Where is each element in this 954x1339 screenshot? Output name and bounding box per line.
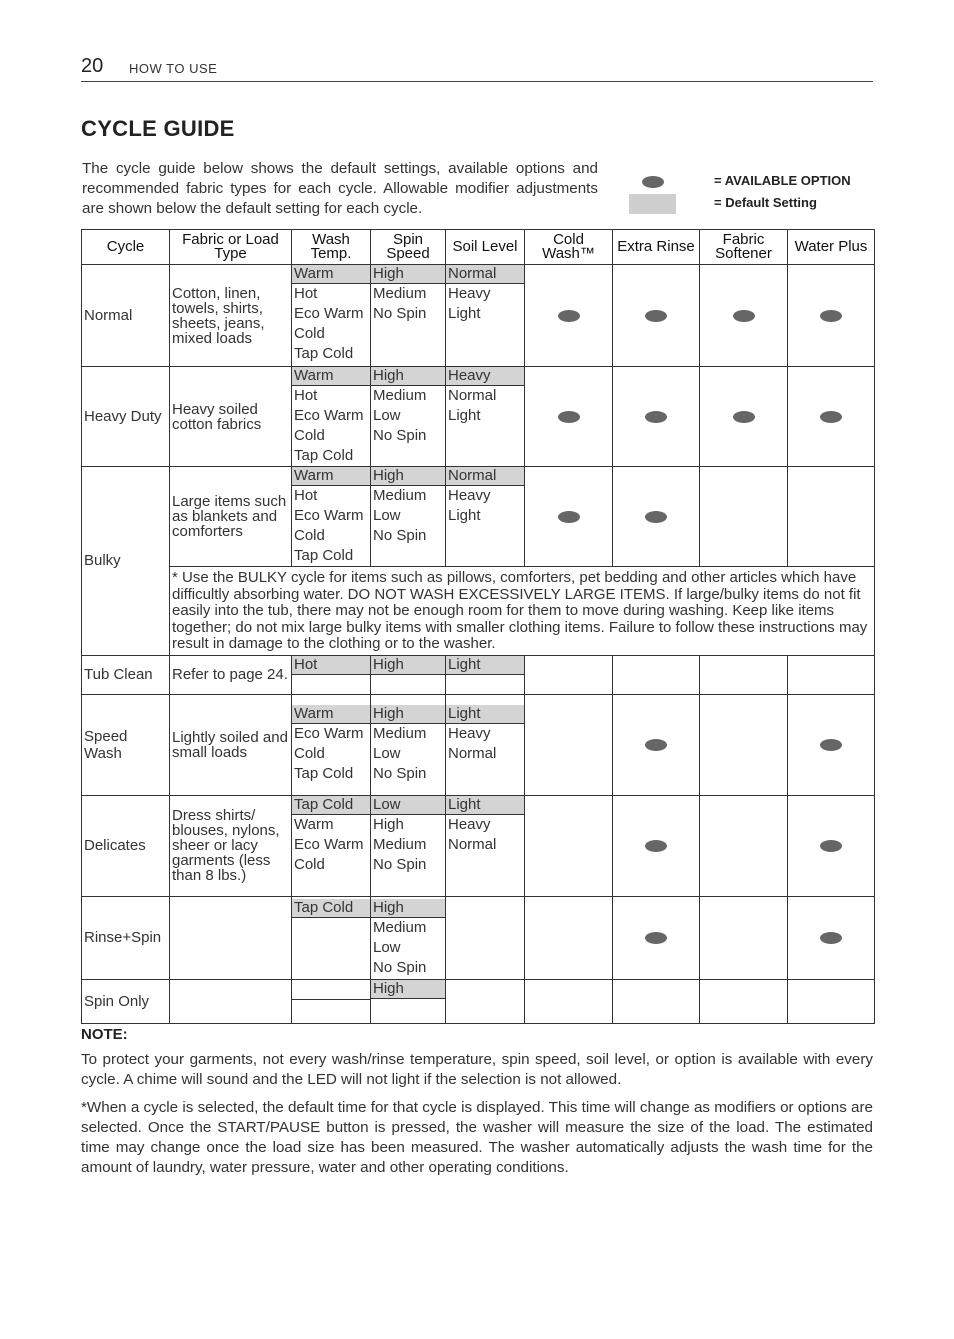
- spin-speed-default: High: [371, 899, 445, 918]
- water-plus-cell: [788, 694, 875, 795]
- header-cycle: Cycle: [82, 230, 170, 265]
- fabric-softener-cell: [700, 694, 788, 795]
- available-option-icon: [645, 310, 667, 322]
- available-option-icon: [733, 310, 755, 322]
- wash-temp-option: Cold: [294, 744, 325, 762]
- fabric-type: Lightly soiled and small loads: [170, 694, 292, 795]
- table-row: [82, 694, 875, 795]
- spin-speed-option: No Spin: [373, 958, 427, 976]
- soil-level-cell: [446, 694, 525, 795]
- spin-speed-cell: [371, 795, 446, 896]
- wash-temp-option: Cold: [294, 325, 325, 342]
- spin-speed-cell: [371, 265, 446, 367]
- fabric-softener-cell: [700, 979, 788, 1023]
- legend: [628, 170, 878, 220]
- fabric-type: Cotton, linen, towels, shirts, sheets, jeans, mixed loads: [170, 265, 292, 367]
- available-option-icon: [642, 176, 664, 188]
- extra-rinse-cell: [613, 795, 700, 896]
- spin-speed-option: No Spin: [373, 855, 427, 873]
- spin-speed-option: No Spin: [373, 305, 427, 322]
- wash-temp-option: Tap Cold: [294, 547, 354, 564]
- note-paragraph-2: *When a cycle is selected, the default time for that cycle is displayed. This time will change as modifiers or options are selected. Once the START/PAUSE button is pressed, the washer will measure the size of the load. The estimated time may change once the load size has been measured. The washer automatically adjusts the wash time for the amount of laundry, water pressure, water and other operating conditions.: [81, 1099, 873, 1176]
- spin-speed-default: High: [371, 467, 445, 486]
- cycle-name: Speed Wash: [82, 694, 170, 795]
- table-note-row: [82, 567, 875, 656]
- wash-temp-cell: [292, 979, 371, 1023]
- soil-level-cell: [446, 655, 525, 694]
- spin-speed-cell: [371, 367, 446, 467]
- soil-level-default: Light: [446, 705, 524, 724]
- water-plus-cell: [788, 367, 875, 467]
- fabric-type: [170, 896, 292, 979]
- wash-temp-cell: [292, 467, 371, 567]
- header-fabric-softener: Fabric Softener: [700, 230, 788, 265]
- spin-speed-cell: [371, 694, 446, 795]
- cold-wash-cell: [525, 265, 613, 367]
- available-option-icon: [820, 310, 842, 322]
- empty-default: [292, 980, 370, 1000]
- empty-option: [446, 675, 524, 694]
- soil-level-option: Heavy: [448, 724, 491, 742]
- wash-temp-option: Cold: [294, 855, 325, 873]
- spin-speed-default: High: [371, 980, 445, 999]
- available-option-icon: [558, 411, 580, 423]
- wash-temp-option: Hot: [294, 387, 318, 404]
- available-option-icon: [820, 739, 842, 751]
- header-wash-temp: Wash Temp.: [292, 230, 371, 265]
- spin-speed-cell: [371, 655, 446, 694]
- cycle-name: Rinse+Spin: [82, 896, 170, 979]
- wash-temp-option: Eco Warm: [294, 724, 364, 742]
- cycle-name: Spin Only: [82, 979, 170, 1023]
- wash-temp-option: Warm: [294, 815, 334, 833]
- spin-speed-option: Low: [373, 507, 401, 524]
- spin-speed-cell: [371, 979, 446, 1023]
- wash-temp-option: Eco Warm: [294, 407, 364, 424]
- extra-rinse-cell: [613, 979, 700, 1023]
- wash-temp-option: Hot: [294, 487, 318, 504]
- wash-temp-cell: [292, 694, 371, 795]
- soil-level-option: Normal: [448, 744, 497, 762]
- fabric-softener-cell: [700, 795, 788, 896]
- soil-level-default: Heavy: [446, 367, 524, 386]
- available-option-icon: [820, 932, 842, 944]
- extra-rinse-cell: [613, 694, 700, 795]
- cold-wash-cell: [525, 367, 613, 467]
- soil-level-cell: [446, 265, 525, 367]
- soil-level-cell: [446, 979, 525, 1023]
- extra-rinse-cell: [613, 467, 700, 567]
- wash-temp-default: Tap Cold: [292, 899, 370, 918]
- wash-temp-default: Warm: [292, 705, 370, 724]
- wash-temp-default: Warm: [292, 367, 370, 386]
- spin-speed-option: No Spin: [373, 764, 427, 782]
- soil-level-cell: [446, 795, 525, 896]
- extra-rinse-cell: [613, 265, 700, 367]
- available-option-icon: [733, 411, 755, 423]
- wash-temp-default: Warm: [292, 265, 370, 284]
- wash-temp-cell: [292, 655, 371, 694]
- default-setting-swatch: [629, 194, 676, 214]
- extra-rinse-cell: [613, 367, 700, 467]
- spin-speed-default: High: [371, 265, 445, 284]
- fabric-type: Dress shirts/ blouses, nylons, sheer or lacy garments (less than 8 lbs.): [170, 795, 292, 896]
- soil-level-option: Heavy: [448, 815, 491, 833]
- soil-level-default: Light: [446, 796, 524, 815]
- empty-option: [292, 918, 370, 937]
- available-option-icon: [645, 840, 667, 852]
- cold-wash-cell: [525, 979, 613, 1023]
- header-fabric: Fabric or Load Type: [170, 230, 292, 265]
- empty-option: [292, 675, 370, 694]
- wash-temp-cell: [292, 896, 371, 979]
- available-option-icon: [820, 411, 842, 423]
- spin-speed-option: No Spin: [373, 427, 427, 444]
- wash-temp-option: Eco Warm: [294, 305, 364, 322]
- soil-level-cell: [446, 367, 525, 467]
- soil-level-cell: [446, 896, 525, 979]
- table-row: [82, 467, 875, 567]
- fabric-softener-cell: [700, 896, 788, 979]
- note-title: NOTE:: [81, 1026, 128, 1043]
- wash-temp-option: Hot: [294, 285, 318, 302]
- cold-wash-cell: [525, 896, 613, 979]
- table-row: [82, 896, 875, 979]
- wash-temp-option: Cold: [294, 527, 325, 544]
- spin-speed-default: High: [371, 705, 445, 724]
- fabric-softener-cell: [700, 367, 788, 467]
- spin-speed-option: Low: [373, 744, 401, 762]
- cycle-guide-table: [81, 229, 875, 1024]
- spacer: [292, 695, 370, 705]
- fabric-type: Heavy soiled cotton fabrics: [170, 367, 292, 467]
- wash-temp-cell: [292, 367, 371, 467]
- header-soil-level: Soil Level: [446, 230, 525, 265]
- wash-temp-cell: [292, 265, 371, 367]
- wash-temp-option: Cold: [294, 427, 325, 444]
- legend-default-row: [628, 192, 878, 212]
- spin-speed-option: Medium: [373, 487, 427, 504]
- available-option-icon: [820, 840, 842, 852]
- spin-speed-default: High: [371, 656, 445, 675]
- soil-level-option: Light: [448, 407, 481, 424]
- header-cold-wash: Cold Wash™: [525, 230, 613, 265]
- section-label: HOW TO USE: [129, 61, 218, 76]
- wash-temp-option: Eco Warm: [294, 507, 364, 524]
- cold-wash-cell: [525, 795, 613, 896]
- spin-speed-option: Low: [373, 938, 401, 956]
- empty-option: [371, 675, 445, 694]
- cold-wash-cell: [525, 467, 613, 567]
- soil-level-option: Heavy: [448, 487, 491, 504]
- table-row: [82, 655, 875, 694]
- cycle-name: Bulky: [82, 467, 170, 656]
- spin-speed-option: High: [373, 815, 404, 833]
- available-option-icon: [645, 739, 667, 751]
- soil-level-option: Light: [448, 507, 481, 524]
- soil-level-option: Normal: [448, 387, 497, 404]
- water-plus-cell: [788, 795, 875, 896]
- extra-rinse-cell: [613, 655, 700, 694]
- available-option-icon: [558, 511, 580, 523]
- wash-temp-option: Eco Warm: [294, 835, 364, 853]
- spin-speed-option: Medium: [373, 918, 427, 936]
- water-plus-cell: [788, 896, 875, 979]
- spin-speed-option: Medium: [373, 835, 427, 853]
- spacer: [371, 695, 445, 705]
- fabric-softener-cell: [700, 655, 788, 694]
- soil-level-default: Normal: [446, 265, 524, 284]
- wash-temp-default: Tap Cold: [292, 796, 370, 815]
- empty-option: [371, 999, 445, 1018]
- available-option-icon: [645, 932, 667, 944]
- header-water-plus: Water Plus: [788, 230, 875, 265]
- available-option-icon: [645, 511, 667, 523]
- table-row: [82, 795, 875, 896]
- spin-speed-option: Low: [373, 407, 401, 424]
- note-paragraph-1: To protect your garments, not every wash/rinse temperature, spin speed, soil level, or option is available with every cycle. A chime will sound and the LED will not light if the selection is not allowed.: [81, 1051, 873, 1088]
- available-option-icon: [645, 411, 667, 423]
- water-plus-cell: [788, 655, 875, 694]
- spin-speed-default: High: [371, 367, 445, 386]
- table-row: [82, 265, 875, 367]
- wash-temp-option: Tap Cold: [294, 345, 354, 362]
- legend-available-label: = AVAILABLE OPTION: [714, 173, 851, 188]
- cycle-name: Delicates: [82, 795, 170, 896]
- wash-temp-option: Tap Cold: [294, 447, 354, 464]
- soil-level-cell: [446, 467, 525, 567]
- cycle-name: Tub Clean: [82, 655, 170, 694]
- header-extra-rinse: Extra Rinse: [613, 230, 700, 265]
- spacer: [446, 695, 524, 705]
- wash-temp-default: Hot: [292, 656, 370, 675]
- fabric-softener-cell: [700, 265, 788, 367]
- spin-speed-option: No Spin: [373, 527, 427, 544]
- cycle-name: Normal: [82, 265, 170, 367]
- header-spin-speed: Spin Speed: [371, 230, 446, 265]
- page-header: [81, 55, 873, 82]
- cold-wash-cell: [525, 694, 613, 795]
- fabric-type: Large items such as blankets and comforters: [170, 467, 292, 567]
- wash-temp-option: Tap Cold: [294, 764, 354, 782]
- legend-default-label: = Default Setting: [714, 195, 817, 210]
- wash-temp-default: Warm: [292, 467, 370, 486]
- soil-level-default: Normal: [446, 467, 524, 486]
- table-header-row: [82, 230, 875, 265]
- water-plus-cell: [788, 979, 875, 1023]
- water-plus-cell: [788, 467, 875, 567]
- fabric-type: [170, 979, 292, 1023]
- spin-speed-default: Low: [371, 796, 445, 815]
- soil-level-option: Heavy: [448, 285, 491, 302]
- page-title: CYCLE GUIDE: [81, 116, 235, 141]
- bulky-note: * Use the BULKY cycle for items such as pillows, comforters, pet bedding and other articles which have difficultly absorbing water. DO NOT WASH EXCESSIVELY LARGE ITEMS. If large/bulky items do not fit easily into the tub, there may not be enough room for them to move during washing. Keep like items together; do not mix large bulky items with smaller clothing items. Failure to follow these instructions may result in damage to the clothing or to the washer.: [170, 567, 875, 656]
- intro-paragraph: The cycle guide below shows the default settings, available options and recommended fabric types for each cycle. Allowable modifier adjustments are shown below the default setting for each cycle.: [82, 160, 598, 217]
- spin-speed-option: Medium: [373, 285, 427, 302]
- spin-speed-option: Medium: [373, 387, 427, 404]
- fabric-type: Refer to page 24.: [170, 655, 292, 694]
- page-number: 20: [81, 55, 104, 77]
- extra-rinse-cell: [613, 896, 700, 979]
- wash-temp-cell: [292, 795, 371, 896]
- table-row: [82, 367, 875, 467]
- cold-wash-cell: [525, 655, 613, 694]
- fabric-softener-cell: [700, 467, 788, 567]
- available-option-icon: [558, 310, 580, 322]
- legend-available-row: [628, 170, 878, 190]
- spin-speed-option: Medium: [373, 724, 427, 742]
- table-row: [82, 979, 875, 1023]
- soil-level-default: Light: [446, 656, 524, 675]
- spin-speed-cell: [371, 896, 446, 979]
- water-plus-cell: [788, 265, 875, 367]
- soil-level-option: Normal: [448, 835, 497, 853]
- soil-level-option: Light: [448, 305, 481, 322]
- cycle-name: Heavy Duty: [82, 367, 170, 467]
- spin-speed-cell: [371, 467, 446, 567]
